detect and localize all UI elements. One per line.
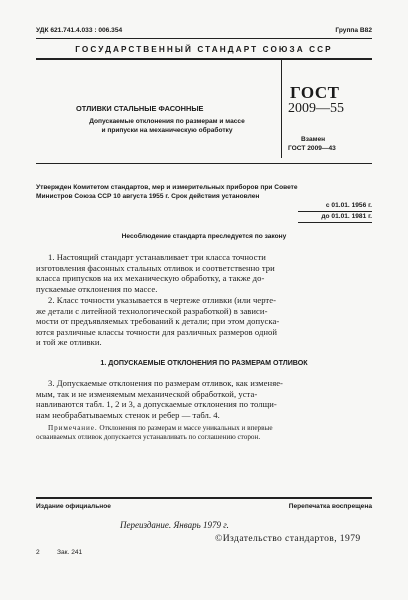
- document-title: ОТЛИВКИ СТАЛЬНЫЕ ФАСОННЫЕ: [76, 104, 204, 113]
- gost-number: 2009—55: [288, 101, 344, 116]
- p1-line-1: 1. Настоящий стандарт устанавливает три класса точности: [48, 252, 266, 262]
- p1-line-4: пускаемые отклонения по массе.: [36, 283, 158, 294]
- p2-line-4: ются различные классы точности для различных размеров одной: [36, 326, 278, 337]
- subtitle-line-2: и припуски на механическую обработку: [101, 127, 233, 134]
- order-number: Зак. 241: [57, 549, 83, 556]
- approval-line-2: Министров Союза ССР 10 августа 1955 г. Срок действия установлен: [36, 193, 260, 200]
- valid-to: до 01.01. 1981 г.: [321, 213, 372, 220]
- valid-from-underline: [298, 211, 372, 212]
- header-divider: [36, 38, 372, 39]
- note-block: [36, 424, 372, 443]
- section-heading: 1. ДОПУСКАЕМЫЕ ОТКЛОНЕНИЯ ПО РАЗМЕРАМ ОТЛИВОК: [100, 359, 308, 367]
- note-label: Примечание.: [48, 424, 98, 432]
- official-edition: Издание официальное: [36, 503, 111, 510]
- note-line-2: осваиваемых отливок допускается устанавливать по соглашению сторон.: [36, 433, 261, 442]
- reissue-note: Переиздание. Январь 1979 г.: [120, 520, 229, 530]
- udk-code: УДК 621.741.4.033 : 006.354: [36, 27, 123, 34]
- replaces-value: ГОСТ 2009—43: [288, 145, 336, 152]
- page-number: 2: [36, 549, 40, 556]
- approval-line-1: Утвержден Комитетом стандартов, мер и измерительных приборов при Совете: [36, 184, 298, 191]
- p2-line-3: мости от предъявляемых требований к детали; при этом допуска-: [36, 316, 280, 327]
- gost-label: ГОСТ: [290, 83, 340, 102]
- copyright: ©Издательство стандартов, 1979: [215, 533, 361, 544]
- paragraph-1: [36, 252, 372, 294]
- p1-line-2: изготовления фасонных стальных отливок и соответственно три: [36, 262, 275, 273]
- p1-line-3: класса припусков на их механическую обработку, а также до-: [36, 273, 265, 284]
- title-vertical-divider: [281, 60, 282, 158]
- paragraph-3: [36, 378, 372, 420]
- law-notice: Несоблюдение стандарта преследуется по закону: [121, 233, 287, 240]
- replaces-label: Взамен: [301, 136, 326, 143]
- p2-line-2: же детали с литейной технологической разработкой) в зависи-: [36, 305, 268, 316]
- p2-line-1: 2. Класс точности указывается в чертеже отливки (или черте-: [48, 295, 277, 305]
- p2-line-5: и той же отливки.: [36, 337, 102, 348]
- reprint-prohibited: Перепечатка воспрещена: [288, 503, 372, 510]
- title-block-bottom-rule: [36, 163, 372, 164]
- p3-line-2: мым, так и не изменяемым механической обработкой, уста-: [36, 388, 258, 399]
- note-text-1: Отклонения по размерам и массе уникальных и впервые: [97, 424, 273, 432]
- note-line-1: [36, 424, 372, 433]
- valid-from: с 01.01. 1956 г.: [325, 202, 372, 209]
- p3-line-4: нам необрабатываемых стенок и ребер — табл. 4.: [36, 409, 220, 420]
- state-standard-banner: ГОСУДАРСТВЕННЫЙ СТАНДАРТ СОЮЗА ССР: [75, 45, 333, 54]
- subtitle-line-1: Допускаемые отклонения по размерам и массе: [89, 118, 245, 125]
- banner-divider: [36, 58, 372, 60]
- p3-line-1: 3. Допускаемые отклонения по размерам отливок, как изменяе-: [48, 378, 283, 388]
- paragraph-2: [36, 295, 372, 348]
- p3-line-3: навливаются табл. 1, 2 и 3, а допускаемые отклонения по толщи-: [36, 399, 277, 410]
- valid-to-underline: [298, 222, 372, 223]
- footer-rule: [36, 497, 372, 499]
- group-code: Группа В82: [335, 27, 372, 34]
